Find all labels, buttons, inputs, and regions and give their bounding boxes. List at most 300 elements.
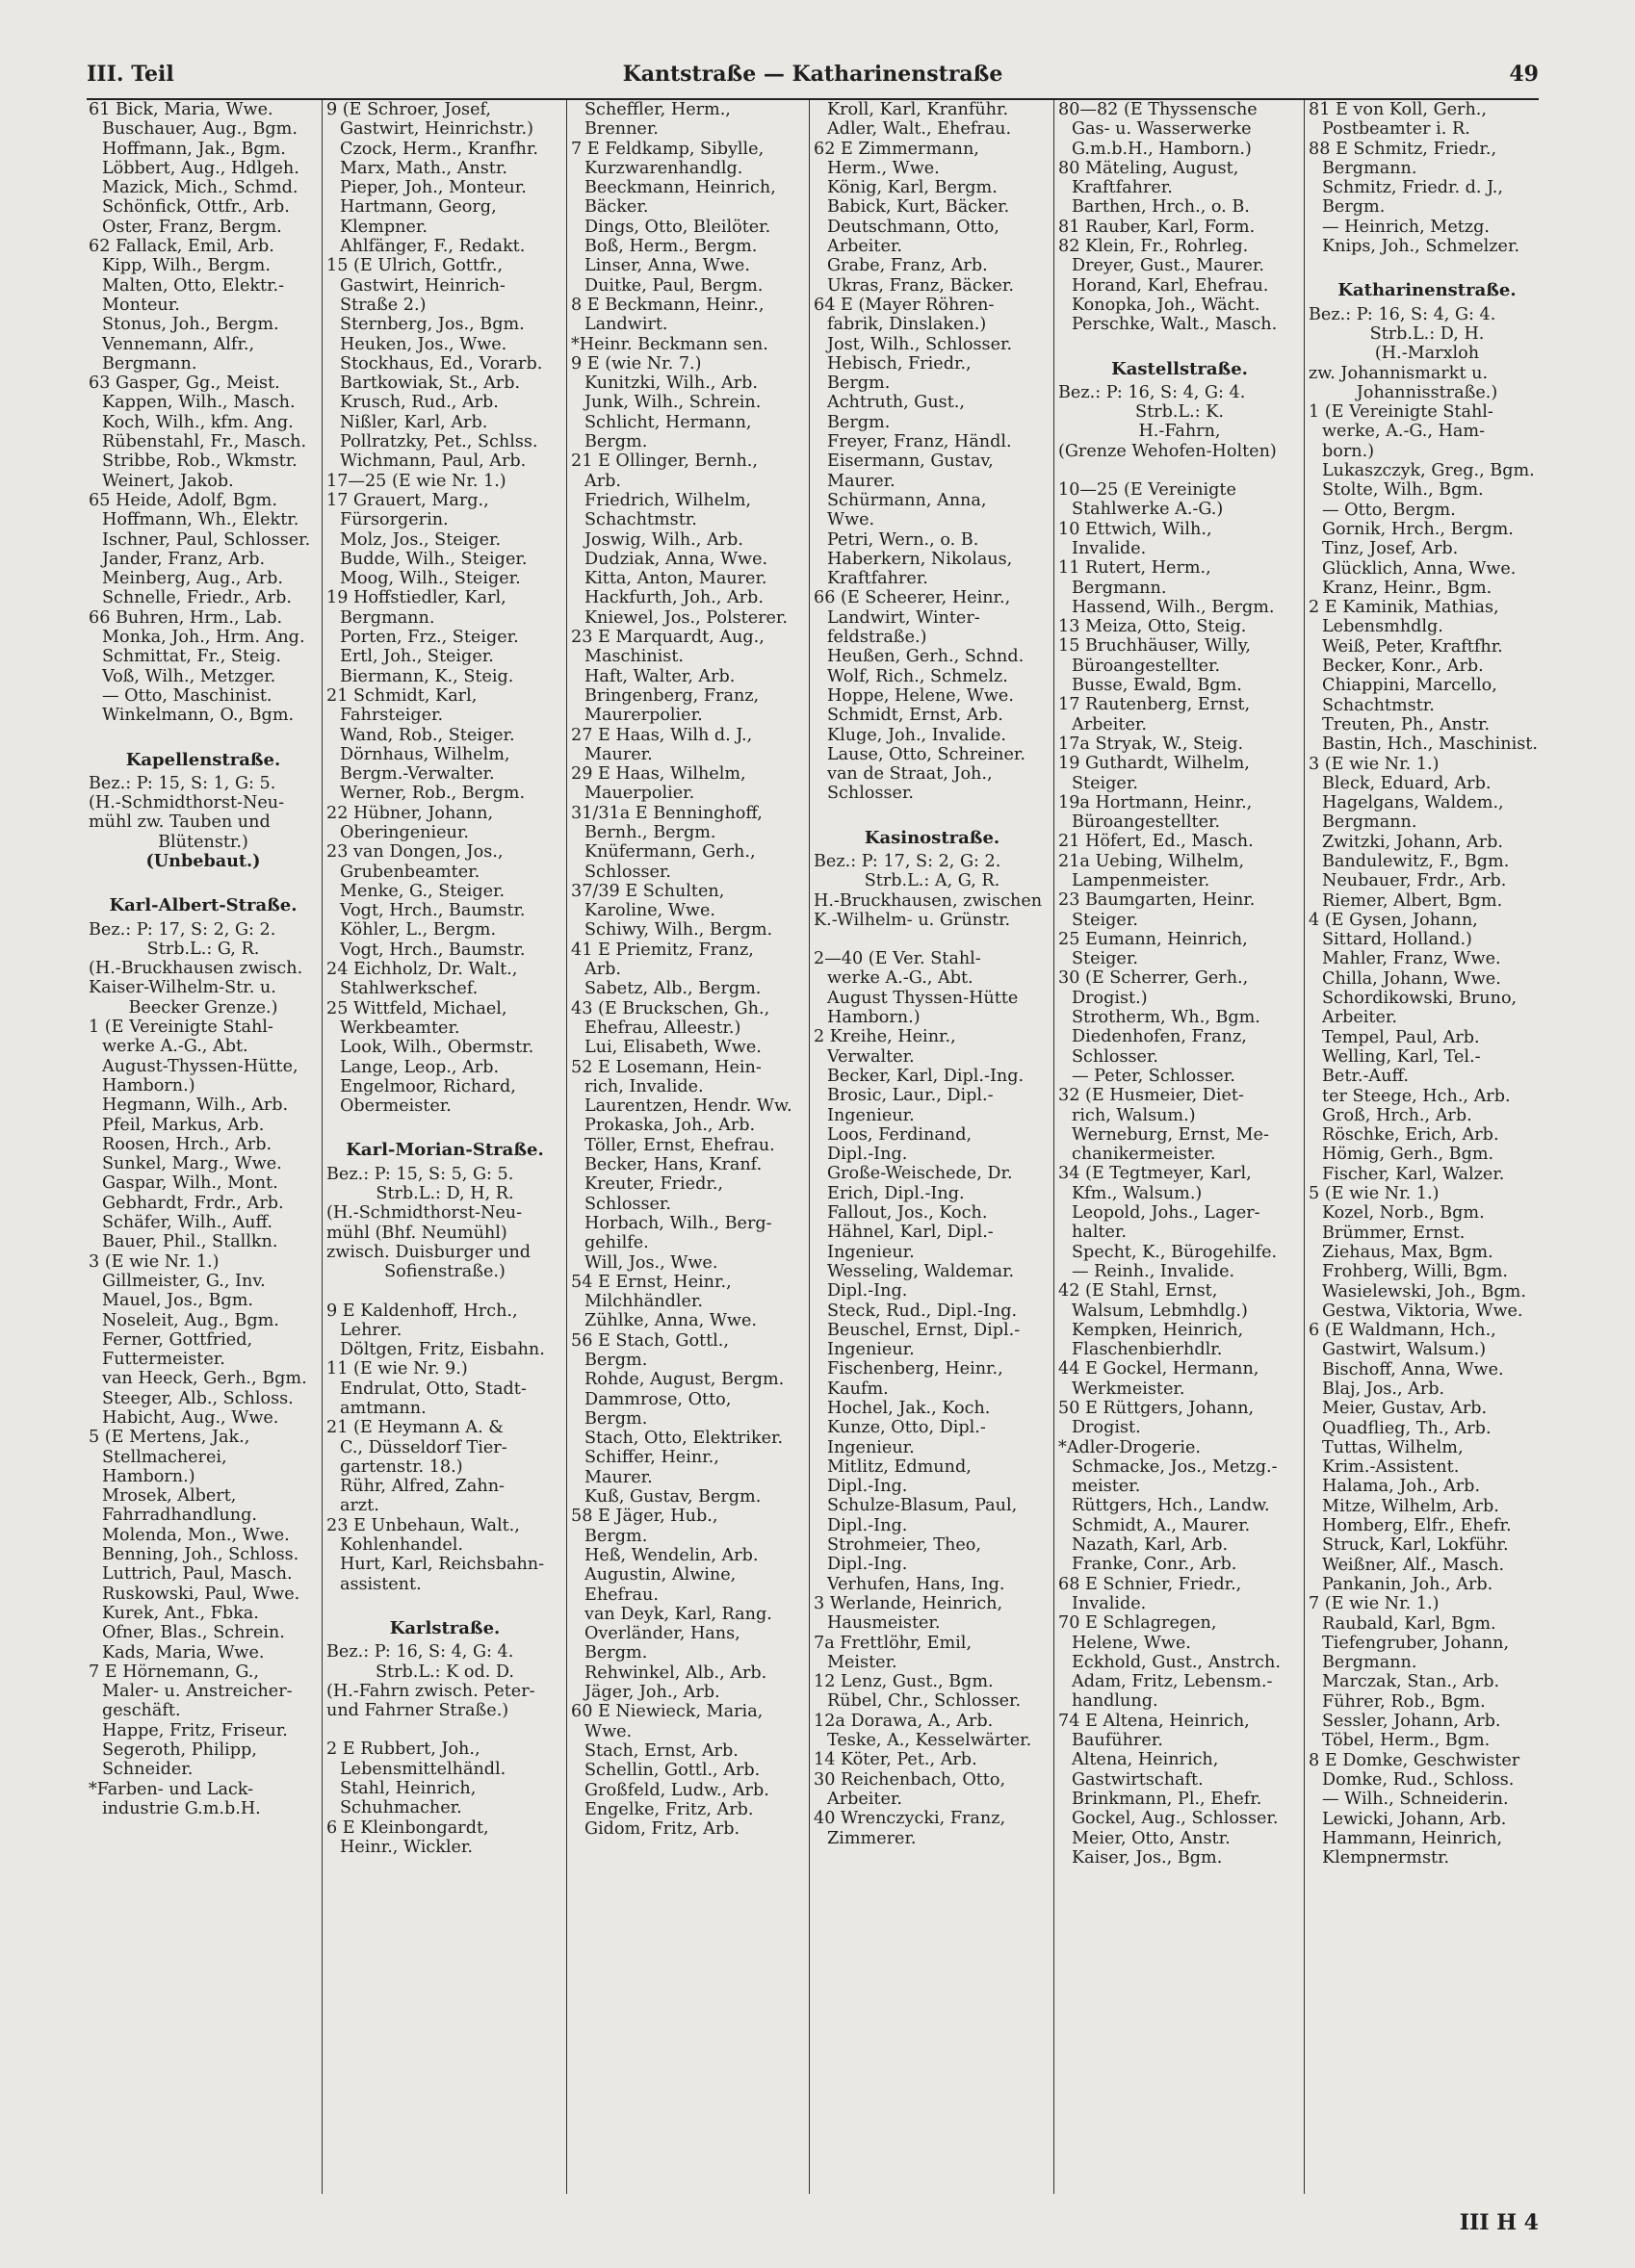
entry-line: Groß, Hrch., Arb. [1322, 1105, 1472, 1125]
entry-line: rich, Invalide. [584, 1076, 704, 1096]
entry-line: Will, Jos., Wwe. [584, 1252, 718, 1273]
entry-line: 12a Dorawa, A., Arb. [814, 1711, 994, 1731]
entry-line: Scheffler, Herm., [584, 100, 731, 119]
entry-line: zw. Johannismarkt u. [1309, 363, 1489, 383]
entry-line: Werner, Rob., Bergm. [340, 784, 526, 804]
entry-line: Mauerpolier. [584, 784, 695, 804]
entry-line: Moog, Wilh., Steiger. [340, 569, 521, 589]
entry-line: 13 Meiza, Otto, Steig. [1058, 617, 1247, 637]
entry-line: Karoline, Wwe. [584, 901, 715, 921]
entry-line: 23 E Marquardt, Aug., [571, 628, 765, 648]
entry-line: Haberkern, Nikolaus, [827, 549, 1013, 569]
street-heading: Karlstraße. [389, 1617, 501, 1638]
entry-line: Fürsorgerin. [340, 510, 449, 530]
entry-line: Schmittat, Fr., Steig. [102, 647, 281, 667]
entry-line: Kempken, Heinrich, [1072, 1320, 1244, 1340]
entry-line: arzt. [340, 1496, 379, 1516]
entry-line: Steiger. [1072, 773, 1138, 793]
entry-line: Töbel, Herm., Bgm. [1322, 1731, 1491, 1751]
entry-line: Molenda, Mon., Wwe. [102, 1525, 290, 1545]
entry-line: Tiefengruber, Johann, [1322, 1633, 1510, 1653]
entry-line: Krusch, Rud., Arb. [340, 393, 499, 413]
entry-line: (H.-Marxloh [1374, 344, 1480, 364]
entry-line: 5 (E wie Nr. 1.) [1309, 1184, 1440, 1204]
column-2 [322, 100, 567, 2194]
entry-line: 52 E Losemann, Hein- [571, 1057, 762, 1077]
entry-line: 19a Hortmann, Heinr., [1058, 792, 1253, 812]
entry-line: 80—82 (E Thyssensche [1058, 100, 1258, 119]
street-heading: Katharinenstraße. [1337, 280, 1517, 301]
entry-line: Werneburg, Ernst, Me- [1072, 1124, 1269, 1145]
entry-line: Bergmann. [1322, 812, 1417, 833]
entry-line: Kunze, Otto, Dipl.- [827, 1418, 986, 1438]
entry-line: Knüfermann, Gerh., [584, 842, 756, 863]
entry-line: Altena, Heinrich, [1072, 1750, 1219, 1770]
entry-line: 2—40 (E Ver. Stahl- [814, 949, 981, 969]
entry-line: Engelmoor, Richard, [340, 1076, 516, 1096]
entry-line: van de Straat, Joh., [827, 764, 993, 785]
entry-line: Hassend, Wilh., Bergm. [1072, 597, 1275, 617]
street-heading: Karl-Albert-Straße. [109, 895, 298, 916]
entry-line: Kaiser-Wilhelm-Str. u. [89, 978, 276, 998]
entry-line: Maler- u. Anstreicher- [102, 1682, 293, 1702]
entry-line: H.-Bruckhausen, zwischen [814, 890, 1043, 911]
entry-line: 21 (E Heymann A. & [326, 1418, 504, 1438]
entry-line: Schlosser. [1072, 1046, 1158, 1067]
entry-line: Brinkmann, Pl., Ehefr. [1072, 1789, 1262, 1809]
entry-line: Döltgen, Fritz, Eisbahn. [340, 1340, 545, 1360]
entry-line: Johannisstraße.) [1356, 382, 1498, 402]
entry-line: Heuken, Jos., Wwe. [340, 334, 507, 354]
entry-line: 54 E Ernst, Heinr., [571, 1272, 732, 1292]
entry-line: 62 E Zimmermann, [814, 139, 979, 159]
entry-line: Schordikowski, Bruno, [1322, 989, 1518, 1009]
entry-line: Krim.-Assistent. [1322, 1457, 1460, 1478]
entry-line: 8 E Domke, Geschwister [1309, 1750, 1520, 1770]
entry-line: Pollratzky, Pet., Schlss. [340, 432, 538, 452]
entry-line: Hamborn.) [102, 1466, 195, 1486]
entry-line: Stellmacherei, [102, 1447, 227, 1467]
entry-line: Erich, Dipl.-Ing. [827, 1183, 965, 1203]
entry-line: Drogist. [1072, 1418, 1141, 1438]
entry-line: (H.-Fahrn zwisch. Peter- [326, 1681, 535, 1701]
entry-line: Konopka, Joh., Wächt. [1072, 295, 1260, 315]
entry-line: Strb.L.: G, R. [146, 939, 260, 959]
entry-line: Gillmeister, G., Inv. [102, 1271, 266, 1291]
entry-line: Dipl.-Ing. [827, 1281, 908, 1302]
directory-columns [85, 100, 1548, 2194]
entry-line: (Unbebaut.) [145, 850, 261, 871]
entry-line: Riemer, Albert, Bgm. [1322, 890, 1503, 911]
entry-line: Fahrradhandlung. [102, 1506, 257, 1526]
entry-line: Wesseling, Waldemar. [827, 1261, 1015, 1281]
entry-line: Blütenstr.) [158, 832, 248, 852]
entry-line: Meister. [827, 1652, 897, 1672]
column-5 [1053, 100, 1305, 2194]
entry-line: Ehefrau, Alleestr.) [584, 1018, 741, 1038]
entry-line: Prokaska, Joh., Arb. [584, 1116, 756, 1136]
entry-line: Look, Wilh., Obermstr. [340, 1038, 534, 1058]
entry-line: gartenstr. 18.) [340, 1456, 463, 1477]
entry-line: werke A.-G., Abt. [102, 1037, 248, 1057]
entry-line: Bergmann. [1322, 158, 1417, 178]
entry-line: Barthen, Hrch., o. B. [1072, 197, 1250, 218]
entry-line: Chiappini, Marcello, [1322, 676, 1497, 696]
entry-line: Heinr., Wickler. [340, 1837, 473, 1857]
entry-line: Schlosser. [584, 1194, 671, 1214]
entry-line: Kozel, Norb., Bgm. [1322, 1203, 1485, 1224]
entry-line: Maurer. [827, 471, 895, 491]
street-heading: Kastellstraße. [1111, 358, 1248, 379]
entry-line: Oberingenieur. [340, 822, 469, 842]
entry-line: Ingenieur. [827, 1242, 915, 1262]
entry-line: Rübenstahl, Fr., Masch. [102, 432, 307, 452]
entry-line: Horand, Karl, Ehefrau. [1072, 275, 1269, 296]
entry-line: Perschke, Walt., Masch. [1072, 315, 1278, 335]
entry-line: 81 Rauber, Karl, Form. [1058, 217, 1256, 237]
entry-line: Maurer. [584, 744, 653, 764]
entry-line: Busse, Ewald, Bgm. [1072, 676, 1242, 696]
entry-line: Führer, Rob., Bgm. [1322, 1691, 1486, 1712]
entry-line: 62 Fallack, Emil, Arb. [89, 237, 274, 257]
entry-line: 64 E (Mayer Röhren- [814, 295, 995, 315]
entry-line: Ingenieur. [827, 1105, 915, 1125]
entry-line: Bergm. [584, 1408, 648, 1429]
footer-mark: III H 4 [1459, 2210, 1539, 2235]
entry-line: 66 Buhren, Hrm., Lab. [89, 607, 283, 628]
entry-line: Leopold, Johs., Lager- [1072, 1203, 1260, 1224]
entry-line: *Farben- und Lack- [89, 1779, 254, 1799]
entry-line: Maurerpolier. [584, 706, 703, 726]
entry-line: Brenner. [584, 119, 659, 140]
entry-line: Stribbe, Rob., Wkmstr. [102, 451, 298, 472]
entry-line: Raubald, Karl, Bgm. [1322, 1613, 1496, 1634]
entry-line: Bergm. [584, 1351, 648, 1370]
entry-line: 11 Rutert, Herm., [1058, 558, 1211, 579]
entry-line: Grubenbeamter. [340, 862, 480, 882]
entry-line: Glücklich, Anna, Wwe. [1322, 558, 1517, 579]
entry-line: Adam, Fritz, Lebensm.- [1072, 1672, 1273, 1692]
entry-line: Schäfer, Wilh., Auff. [102, 1213, 272, 1233]
entry-line: 15 (E Ulrich, Gottfr., [326, 256, 504, 276]
entry-line: 2 E Rubbert, Joh., [326, 1740, 480, 1760]
entry-line: Bastin, Hch., Maschinist. [1322, 735, 1538, 755]
entry-line: Kreuter, Friedr., [584, 1174, 724, 1195]
entry-line: Hoffmann, Jak., Bgm. [102, 139, 286, 159]
entry-line: 80 Mäteling, August, [1058, 158, 1239, 178]
entry-line: Hagelgans, Waldem., [1322, 793, 1504, 813]
entry-line: Drogist.) [1072, 988, 1148, 1008]
entry-line: 9 (E Schroer, Josef, [326, 100, 491, 119]
entry-line: Roosen, Hrch., Arb. [102, 1134, 272, 1154]
entry-line: Werkbeamter. [340, 1018, 460, 1038]
entry-line: Gas- u. Wasserwerke [1072, 119, 1252, 140]
entry-line: Gaspar, Wilh., Mont. [102, 1173, 278, 1194]
entry-line: Kipp, Wilh., Bergm. [102, 256, 271, 276]
entry-line: Tempel, Paul, Arb. [1322, 1027, 1480, 1047]
entry-line: 61 Bick, Maria, Wwe. [89, 100, 273, 119]
entry-line: Rehwinkel, Alb., Arb. [584, 1662, 767, 1683]
entry-line: Hammann, Heinrich, [1322, 1828, 1503, 1848]
entry-line: 42 (E Stahl, Ernst, [1058, 1281, 1218, 1302]
entry-line: Strotherm, Wh., Bgm. [1072, 1008, 1260, 1028]
entry-line: Rübel, Chr., Schlosser. [827, 1691, 1022, 1712]
spacer [1054, 461, 1305, 480]
entry-line: Kaiser, Jos., Bgm. [1072, 1847, 1223, 1868]
entry-line: Schmitz, Friedr. d. J., [1322, 178, 1503, 198]
entry-line: Fallout, Jos., Koch. [827, 1203, 988, 1224]
entry-line: Walsum, Lebmhdlg.) [1072, 1301, 1248, 1321]
entry-line: 23 Baumgarten, Heinr. [1058, 890, 1256, 911]
entry-line: Brosic, Laur., Dipl.- [827, 1086, 994, 1106]
entry-line: Mrosek, Albert, [102, 1486, 237, 1507]
entry-line: Eckhold, Gust., Anstrch. [1072, 1652, 1281, 1672]
entry-line: Hebisch, Friedr., [827, 353, 972, 374]
entry-line: 2 Kreihe, Heinr., [814, 1027, 956, 1047]
entry-line: Wwe. [827, 510, 875, 530]
entry-line: Dreyer, Gust., Maurer. [1072, 256, 1264, 276]
entry-line: Schiffer, Heinr., [584, 1448, 719, 1468]
entry-line: 12 Lenz, Gust., Bgm. [814, 1672, 994, 1692]
entry-line: Babick, Kurt, Bäcker. [827, 197, 1010, 218]
entry-line: van Deyk, Karl, Rang. [584, 1604, 772, 1624]
entry-line: Franke, Conr., Arb. [1072, 1555, 1237, 1575]
entry-line: assistent. [340, 1574, 422, 1594]
entry-line: Biermann, K., Steig. [340, 666, 514, 686]
entry-line: werke A.-G., Abt. [827, 968, 973, 989]
entry-line: Milchhändler. [584, 1292, 703, 1312]
entry-line: 17 Rautenberg, Ernst, [1058, 695, 1251, 715]
entry-line: G.m.b.H., Hamborn.) [1072, 139, 1252, 159]
entry-line: Lange, Leop., Arb. [340, 1057, 500, 1077]
entry-line: Kraftfahrer. [1072, 178, 1173, 198]
entry-line: 4 (E Gysen, Johann, [1309, 910, 1478, 930]
entry-line: 10—25 (E Vereinigte [1058, 480, 1236, 501]
entry-line: Bergm. [584, 432, 648, 452]
entry-line: Hartmann, Georg, [340, 197, 497, 218]
entry-line: 60 E Niewieck, Maria, [571, 1702, 764, 1722]
entry-line: Hähnel, Karl, Dipl.- [827, 1223, 994, 1243]
entry-line: Bergmann. [102, 353, 197, 374]
entry-line: werke, A.-G., Ham- [1322, 422, 1486, 442]
entry-line: Noseleit, Aug., Bgm. [102, 1310, 279, 1330]
column-4 [809, 100, 1054, 2194]
entry-line: Marczak, Stan., Arb. [1322, 1672, 1500, 1692]
entry-line: Betr.-Auff. [1322, 1067, 1409, 1087]
entry-line: Beecker Grenze.) [128, 997, 278, 1018]
entry-line: Schulze-Blasum, Paul, [827, 1496, 1018, 1516]
entry-line: Heußen, Gerh., Schnd. [827, 647, 1025, 667]
entry-line: Kranz, Heinr., Bgm. [1322, 578, 1492, 598]
entry-line: Hurt, Karl, Reichsbahn- [340, 1555, 545, 1575]
entry-line: 9 E Kaldenhoff, Hrch., [326, 1301, 518, 1321]
entry-line: Strb.L.: D, H, R. [376, 1184, 514, 1204]
entry-line: Monka, Joh., Hrm. Ang. [102, 628, 305, 648]
entry-line: — Reinh., Invalide. [1072, 1261, 1235, 1281]
entry-line: Strohmeier, Theo, [827, 1535, 981, 1556]
column-3 [566, 100, 810, 2194]
entry-line: Hamborn.) [102, 1075, 195, 1095]
entry-line: Zühlke, Anna, Wwe. [584, 1311, 757, 1331]
entry-line: Helene, Wwe. [1072, 1633, 1191, 1653]
entry-line: Engelke, Fritz, Arb. [584, 1799, 754, 1819]
entry-line: industrie G.m.b.H. [102, 1798, 261, 1818]
entry-line: Boß, Herm., Bergm. [584, 237, 758, 257]
entry-line: Lause, Otto, Schreiner. [827, 744, 1025, 764]
entry-line: Kads, Maria, Wwe. [102, 1642, 265, 1662]
entry-line: Lehrer. [340, 1320, 402, 1340]
entry-line: Dipl.-Ing. [827, 1515, 908, 1535]
entry-line: Löbbert, Aug., Hdlgeh. [102, 158, 299, 178]
entry-line: Ukras, Franz, Bäcker. [827, 275, 1014, 296]
entry-line: K.-Wilhelm- u. Grünstr. [814, 910, 1011, 930]
entry-line: — Otto, Maschinist. [102, 685, 272, 706]
entry-line: Becker, Hans, Kranf. [584, 1155, 763, 1175]
entry-line: Bandulewitz, F., Bgm. [1322, 851, 1510, 871]
entry-line: Bergmann. [1072, 578, 1167, 598]
entry-line: Horbach, Wilh., Berg- [584, 1213, 772, 1233]
entry-line: Vogt, Hrch., Baumstr. [340, 940, 526, 960]
entry-line: Dudziak, Anna, Wwe. [584, 549, 768, 569]
entry-line: Schachtmstr. [1322, 695, 1435, 715]
entry-line: Ferner, Gottfried, [102, 1329, 253, 1350]
entry-line: Laurentzen, Hendr. Ww. [584, 1096, 792, 1117]
entry-line: Vennemann, Alfr., [102, 334, 255, 354]
entry-line: Schmidt, A., Maurer. [1072, 1515, 1251, 1535]
entry-line: Heß, Wendelin, Arb. [584, 1545, 759, 1565]
entry-line: 27 E Haas, Wilh d. J., [571, 725, 753, 745]
entry-line: Rühr, Alfred, Zahn- [340, 1477, 506, 1497]
entry-line: Töller, Ernst, Ehefrau. [584, 1135, 775, 1155]
entry-line: Ischner, Paul, Schlosser. [102, 529, 311, 550]
entry-line: Invalide. [1072, 538, 1147, 558]
entry-line: Overländer, Hans, [584, 1624, 740, 1644]
entry-line: 3 (E wie Nr. 1.) [89, 1251, 220, 1272]
entry-line: Ahlfänger, F., Redakt. [340, 237, 526, 257]
entry-line: Kfm., Walsum.) [1072, 1183, 1203, 1203]
street-heading: Karl-Morian-Straße. [346, 1140, 544, 1161]
entry-line: Schönfick, Ottfr., Arb. [102, 197, 290, 218]
entry-line: Landwirt. [584, 315, 668, 335]
entry-line: und Fahrner Straße.) [326, 1701, 509, 1721]
entry-line: Beeckmann, Heinrich, [584, 178, 776, 198]
entry-line: Steiger. [1072, 910, 1138, 930]
entry-line: 24 Eichholz, Dr. Walt., [326, 960, 518, 980]
entry-line: ter Steege, Hch., Arb. [1322, 1086, 1511, 1106]
entry-line: Hausmeister. [827, 1613, 941, 1634]
entry-line: Schneider. [102, 1760, 194, 1780]
entry-line: Sittard, Holland.) [1322, 930, 1472, 950]
entry-line: Winkelmann, O., Bgm. [102, 706, 295, 726]
entry-line: Klempner. [340, 217, 428, 237]
entry-line: Hegmann, Wilh., Arb. [102, 1095, 289, 1116]
entry-line: Menke, G., Steiger. [340, 881, 506, 901]
column-6 [1304, 100, 1549, 2194]
entry-line: Bäcker. [584, 197, 649, 218]
entry-line: König, Karl, Bergm. [827, 178, 998, 198]
entry-line: Quadflieg, Th., Arb. [1322, 1418, 1492, 1438]
entry-line: 21a Uebing, Wilhelm, [1058, 851, 1245, 871]
entry-line: Kurek, Ant., Fbka. [102, 1603, 259, 1623]
entry-line: Tinz, Josef, Arb. [1322, 539, 1459, 559]
street-heading: Kapellenstraße. [125, 749, 281, 770]
spacer [810, 930, 1054, 949]
entry-line: Gockel, Aug., Schlosser. [1072, 1809, 1279, 1829]
entry-line: Deutschmann, Otto, [827, 217, 999, 237]
entry-line: Wand, Rob., Steiger. [340, 725, 515, 745]
entry-line: Mitlitz, Edmund, [827, 1456, 972, 1477]
entry-line: Gornik, Hrch., Bergm. [1322, 519, 1514, 539]
entry-line: 17a Stryak, W., Steig. [1058, 734, 1244, 754]
entry-line: Homberg, Elfr., Ehefr. [1322, 1516, 1512, 1536]
entry-line: Kluge, Joh., Invalide. [827, 725, 1006, 745]
entry-line: Lui, Elisabeth, Wwe. [584, 1038, 762, 1058]
entry-line: Obermeister. [340, 1096, 452, 1117]
entry-line: Strb.L.: K od. D. [375, 1662, 515, 1682]
entry-line: Dings, Otto, Bleilöter. [584, 217, 771, 237]
entry-line: Bez.: P: 16, S: 4, G: 4. [1309, 304, 1496, 324]
entry-line: Invalide. [1072, 1593, 1147, 1613]
entry-line: Verwalter. [827, 1046, 915, 1067]
entry-line: Arbeiter. [1072, 714, 1147, 735]
entry-line: Fahrsteiger. [340, 706, 444, 726]
entry-line: Dipl.-Ing. [827, 1477, 908, 1497]
entry-line: Fischer, Karl, Walzer. [1322, 1164, 1505, 1184]
entry-line: Budde, Wilh., Steiger. [340, 549, 528, 569]
entry-line: Werkmeister. [1072, 1379, 1185, 1399]
entry-line: Bauführer. [1072, 1731, 1163, 1751]
entry-line: Halama, Joh., Arb. [1322, 1477, 1481, 1497]
entry-line: Jäger, Joh., Arb. [584, 1683, 720, 1703]
entry-line: Schuhmacher. [340, 1798, 462, 1818]
entry-line: Steeger, Alb., Schloss. [102, 1388, 294, 1408]
entry-line: 19 Hoffstiedler, Karl, [326, 588, 506, 608]
entry-line: Mahler, Franz, Wwe. [1322, 949, 1501, 969]
entry-line: Büroangestellter. [1072, 656, 1221, 676]
entry-line: Monteur. [102, 295, 180, 315]
entry-line: geschäft. [102, 1701, 181, 1721]
entry-line: Specht, K., Bürogehilfe. [1072, 1242, 1278, 1262]
entry-line: Dammrose, Otto, [584, 1389, 732, 1409]
entry-line: 63 Gasper, Gg., Meist. [89, 374, 280, 394]
entry-line: Kitta, Anton, Maurer. [584, 569, 767, 589]
entry-line: Knips, Joh., Schmelzer. [1322, 237, 1520, 257]
entry-line: Buschauer, Aug., Bgm. [102, 119, 298, 140]
entry-line: Haft, Walter, Arb. [584, 666, 736, 686]
entry-line: Brümmer, Ernst. [1322, 1223, 1466, 1243]
entry-line: zwisch. Duisburger und [326, 1242, 532, 1262]
entry-line: Oster, Franz, Bergm. [102, 217, 282, 237]
entry-line: Teske, A., Kesselwärter. [827, 1731, 1032, 1751]
entry-line: 70 E Schlagregen, [1058, 1613, 1217, 1634]
entry-line: Gastwirt, Heinrichstr.) [340, 119, 533, 140]
entry-line: Sabetz, Alb., Bergm. [584, 979, 762, 999]
entry-line: Schlosser. [827, 784, 914, 804]
entry-line: (H.-Schmidthorst-Neu- [89, 793, 285, 813]
entry-line: H.-Fahrn, [1138, 422, 1221, 442]
entry-line: 56 E Stach, Gottl., [571, 1330, 729, 1351]
entry-line: Schlosser. [584, 862, 671, 882]
entry-line: 7 E Hörnemann, G., [89, 1662, 259, 1682]
page-number: 49 [1509, 62, 1539, 87]
entry-line: Luttrich, Paul, Masch. [102, 1564, 293, 1585]
entry-line: Czock, Herm., Kranfhr. [340, 139, 538, 159]
entry-line: Malten, Otto, Elektr.- [102, 275, 285, 296]
entry-line: Kraftfahrer. [827, 569, 928, 589]
entry-line: Schachtmstr. [584, 510, 697, 530]
entry-line: Stolte, Wilh., Bgm. [1322, 480, 1484, 501]
entry-line: Kroll, Karl, Kranführ. [827, 100, 1009, 119]
